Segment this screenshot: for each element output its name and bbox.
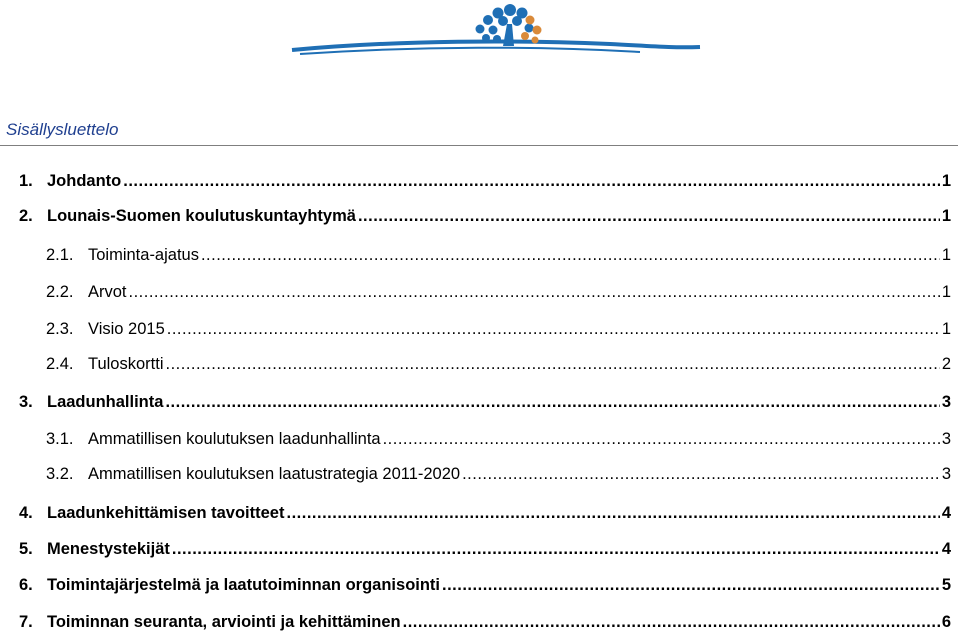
toc-entry-title: Toiminta-ajatus [88,246,199,264]
toc-entry-leader [123,168,940,194]
toc-entry-number: 4. [19,504,33,522]
toc-entry[interactable] [19,203,951,229]
toc-entry[interactable] [46,461,951,487]
toc-entry-number: 2.3. [46,320,74,338]
toc-entry[interactable] [19,536,951,562]
toc-entry-title: Ammatillisen koulutuksen laadunhallinta [88,430,381,448]
toc-entry[interactable] [19,500,951,526]
toc-entry-number: 2.1. [46,246,74,264]
toc-entry-title: Arvot [88,283,127,301]
toc-entry-page: 3 [941,430,951,448]
toc-entry-title: Ammatillisen koulutuksen laatustrategia 2011-2020 [88,465,461,483]
toc-entry-leader [172,536,940,562]
toc-heading: Sisällysluettelo [6,120,119,139]
toc-entry-number: 3.1. [46,430,74,448]
toc-entry-leader [442,572,940,598]
heading-rule [0,145,958,146]
toc-entry-leader [167,316,940,342]
toc-entry-leader [403,609,940,635]
toc-entry-title: Menestystekijät [47,540,170,558]
toc-entry-page: 1 [941,320,951,338]
toc-entry-page: 2 [941,355,951,373]
toc-entry-leader [166,351,940,377]
toc-entry-number: 5. [19,540,33,558]
toc-entry[interactable] [46,426,951,452]
toc-entry-page: 5 [941,576,951,594]
toc-entry-number: 3.2. [46,465,74,483]
toc-entry[interactable] [46,279,951,305]
toc-entry-number: 2.2. [46,283,74,301]
toc-entry[interactable] [19,609,951,635]
toc-entry-leader [462,461,940,487]
toc-entry[interactable] [46,316,951,342]
toc-entry-title: Visio 2015 [88,320,165,338]
toc-entry-title: Laadunhallinta [47,393,164,411]
toc-entry-leader [201,242,940,268]
toc-entry-leader [358,203,940,229]
toc-entry-page: 4 [941,504,951,522]
toc-entry-number: 6. [19,576,33,594]
toc-entry-page: 4 [941,540,951,558]
toc-entry-number: 2. [19,207,33,225]
toc-entry-page: 3 [941,393,951,411]
toc-entry-page: 1 [941,207,951,225]
toc-entry-leader [286,500,939,526]
toc-entry-title: Laadunkehittämisen tavoitteet [47,504,285,522]
toc-entry-page: 1 [941,283,951,301]
toc-entry-title: Toimintajärjestelmä ja laatutoiminnan organisointi [47,576,441,594]
toc-entry-title: Johdanto [47,172,122,190]
tree-logo-icon [0,0,960,64]
toc-entry[interactable] [19,168,951,194]
toc-entry[interactable] [46,351,951,377]
toc-entry-leader [165,389,939,415]
toc-entry-number: 2.4. [46,355,74,373]
toc-entry-title: Lounais-Suomen koulutuskuntayhtymä [47,207,356,225]
toc-entry-page: 6 [941,613,951,631]
toc-entry-number: 7. [19,613,33,631]
toc-entry-title: Toiminnan seuranta, arviointi ja kehittäminen [47,613,401,631]
toc-entry-page: 3 [941,465,951,483]
toc-entry[interactable] [19,572,951,598]
toc-entry-page: 1 [941,172,951,190]
toc-entry-page: 1 [941,246,951,264]
toc-entry-number: 1. [19,172,33,190]
toc-entry-title: Tuloskortti [88,355,164,373]
toc-entry-leader [383,426,940,452]
toc-entry-number: 3. [19,393,33,411]
toc-entry[interactable] [19,389,951,415]
toc-entry-leader [129,279,940,305]
toc-entry[interactable] [46,242,951,268]
